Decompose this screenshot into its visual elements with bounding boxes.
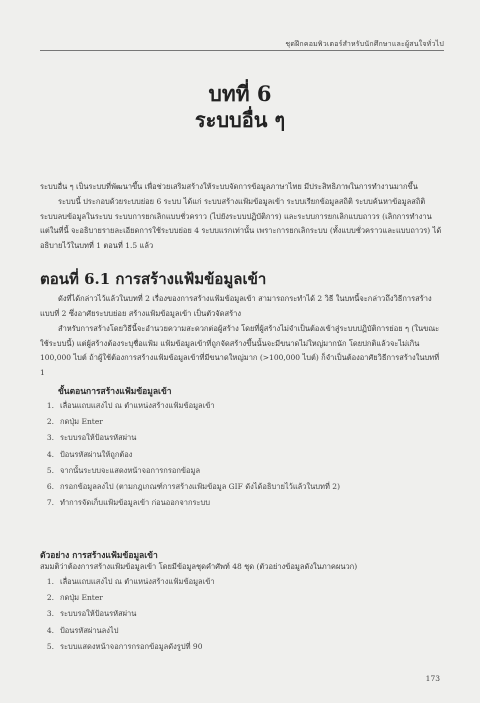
list-item-number: 6. <box>46 481 54 491</box>
list-item-text: ระบบรอให้ป้อนรหัสผ่าน <box>60 609 137 619</box>
list-item-text: จากนั้นระบบจะแสดงหน้าจอการกรอกข้อมูล <box>60 465 201 475</box>
intro-paragraph-2: ระบบนี้ ประกอบด้วยระบบย่อย 6 ระบบ ได้แก่ ระบบสร้างแฟ้มข้อมูลเข้า ระบบเรียกข้อมูลสถิติ ระบบค้นหาข้อมูลสถิติ ระบบลบข้อมูลในระบบ ระบบการยกเลิกแบบชั่วคราว (ไปยังระบบปฏิบัติการ) และระบบการยกเลิกแบบถาวร (เลิกการทำงาน แต่ในที่นี้ จะอธิบายรายละเอียดการใช้ระบบย่อย 4 ระบบแรกเท่านั้น เพราะการยกเลิกระบบ (ทั้งแบบชั่วคราวและแบบถาวร) ได้อธิบายไว้ในบทที่ 1 ตอนที่ 1.5 แล้ว <box>40 197 442 250</box>
list-item-number: 5. <box>46 465 54 475</box>
chapter-title: ระบบอื่น ๆ <box>194 108 286 132</box>
list-item-number: 5. <box>46 641 54 651</box>
list-item <box>40 463 340 479</box>
example-intro: สมมติว่าต้องการสร้างแฟ้มข้อมูลเข้า โดยมีข้อมูลชุดคำศัพท์ 48 ชุด (ตัวอย่างข้อมูลดังในภาคผนวก) <box>40 562 358 571</box>
list-item-number: 7. <box>46 498 54 508</box>
list-item-number: 3. <box>46 609 54 619</box>
list-item <box>40 398 340 414</box>
section-paragraph-2: สำหรับการสร้างโดยวิธีนี้จะอำนวยความสะดวกต่อผู้สร้าง โดยที่ผู้สร้างไม่จำเป็นต้องเข้าสู่ระบบปฏิบัติการย่อย ๆ (ในขณะใช้ระบบนี้) แต่ผู้สร้างต้องระบุชื่อแฟ้ม แฟ้มข้อมูลเข้าที่ถูกจัดสร้างขึ้นนั้นจะมีขนาดไม่ใหญ่มากนัก โดยปกติแล้วจะไม่เกิน 100,000 ไบต์ ถ้าผู้ใช้ต้องการสร้างแฟ้มข้อมูลเข้าที่มีขนาดใหญ่มาก (>100,000 ไบต์) ก็จำเป็นต้องอาศัยวิธีการสร้างในบทที่ 1 <box>40 324 440 377</box>
list-item-text: ระบบแสดงหน้าจอการกรอกข้อมูลดังรูปที่ 90 <box>60 641 203 651</box>
list-item <box>40 590 215 606</box>
list-item <box>40 623 215 639</box>
list-item-number: 3. <box>46 433 54 443</box>
header-rule <box>40 50 444 51</box>
list-item <box>40 606 215 622</box>
steps-list <box>40 398 340 511</box>
list-item-text: ทำการจัดเก็บแฟ้มข้อมูลเข้า ก่อนออกจากระบบ <box>60 498 211 508</box>
list-item-number: 1. <box>46 401 54 410</box>
list-item <box>40 574 215 590</box>
list-item <box>40 414 340 430</box>
list-item-number: 4. <box>46 449 54 459</box>
example-steps-list <box>40 574 215 655</box>
list-item-text: กดปุ่ม Enter <box>60 593 103 603</box>
list-item <box>40 639 215 655</box>
list-item-number: 1. <box>46 577 54 586</box>
list-item-text: กดปุ่ม Enter <box>60 417 103 427</box>
list-item-text: ระบบรอให้ป้อนรหัสผ่าน <box>60 433 137 443</box>
list-item <box>40 479 340 495</box>
list-item-number: 2. <box>46 593 54 603</box>
example-title: ตัวอย่าง การสร้างแฟ้มข้อมูลเข้า <box>40 551 158 561</box>
chapter-number: บทที่ 6 <box>208 81 272 106</box>
list-item-number: 4. <box>46 625 54 635</box>
list-item <box>40 430 340 446</box>
list-item-text: ป้อนรหัสผ่านให้ถูกต้อง <box>60 449 133 459</box>
list-item-text: เลื่อนแถบแสงไป ณ ตำแหน่งสร้างแฟ้มข้อมูลเข้า <box>60 577 215 586</box>
list-item-text: ป้อนรหัสผ่านลงไป <box>60 625 119 635</box>
steps-title: ขั้นตอนการสร้างแฟ้มข้อมูลเข้า <box>58 387 172 397</box>
section-title: ตอนที่ 6.1 การสร้างแฟ้มข้อมูลเข้า <box>40 270 267 288</box>
list-item-text: เลื่อนแถบแสงไป ณ ตำแหน่งสร้างแฟ้มข้อมูลเข้า <box>60 401 215 410</box>
section-paragraph-1: ดังที่ได้กล่าวไว้แล้วในบทที่ 2 เรื่องของการสร้างแฟ้มข้อมูลเข้า สามารถกระทำได้ 2 วิธี ในบทนี้จะกล่าวถึงวิธีการสร้างแบบที่ 2 ซึ่งอาศัยระบบย่อย สร้างแฟ้มข้อมูลเข้า เป็นตัวจัดสร้าง <box>40 294 432 318</box>
list-item-number: 2. <box>46 417 54 427</box>
running-header: ชุดฝึกคอมพิวเตอร์สำหรับนักศึกษาและผู้สนใจทั่วไป <box>285 40 444 48</box>
list-item <box>40 447 340 463</box>
intro-paragraph-1: ระบบอื่น ๆ เป็นระบบที่พัฒนาขึ้น เพื่อช่วยเสริมสร้างให้ระบบจัดการข้อมูลภาษาไทย มีประสิทธิภาพในการทำงานมากขึ้น <box>40 182 418 191</box>
list-item-text: กรอกข้อมูลลงไป (ตามกฎเกณฑ์การสร้างแฟ้มข้อมูล GIF ดังได้อธิบายไว้แล้วในบทที่ 2) <box>60 481 340 491</box>
page-number: 173 <box>425 674 440 683</box>
list-item <box>40 495 340 511</box>
